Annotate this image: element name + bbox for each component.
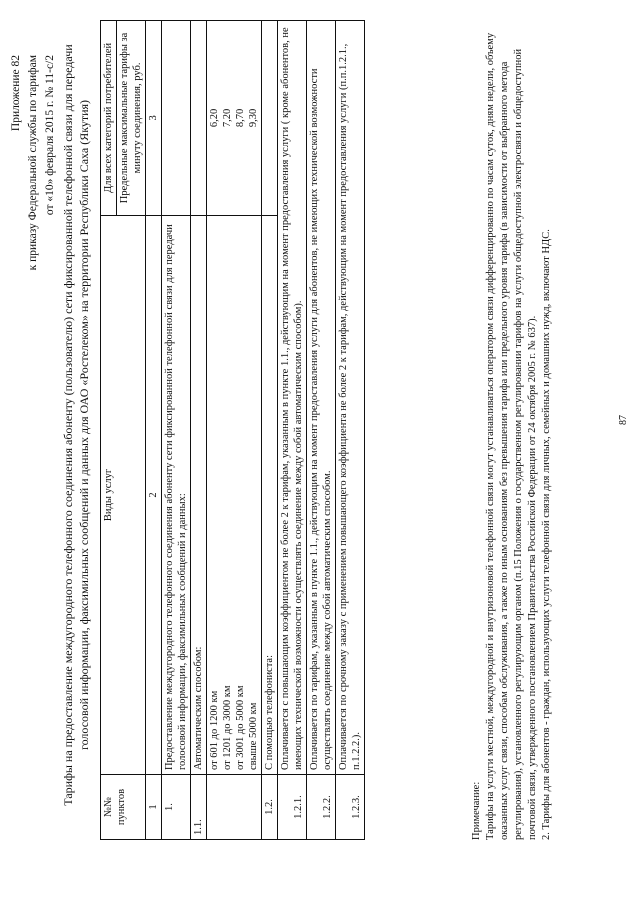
table-row <box>191 21 207 840</box>
row-number: 1.2.2. <box>307 775 336 840</box>
column-number-1: 1 <box>146 775 162 840</box>
tier-label: от 3001 до 5000 км <box>235 685 246 771</box>
tier-price: 8,70 <box>235 108 246 128</box>
tier-label: от 601 до 1200 км <box>209 690 220 771</box>
note-1: Тарифы на услуги местной, междугородной и внутризоновой телефонной связи могут устанавливаться оператором связи дифференцированно по часам суток, дням недели, объему оказанных услуг связи, способам обслуживания, а также по иным основаниям без превышения тарифа или предельного уровня тарифа (в зависимости от выбранного метода регулирования), установленного регулирующим органом (п.15 Положения о государственном регулировании тарифов на услуги общедоступной электросвязи и общедоступной почтовой связи, утвержденного постановлением Правительства Российской Федерации от 24 октября 2005 г. № 637). <box>485 32 538 840</box>
tier-price: 9,30 <box>248 108 259 128</box>
table-header-row <box>101 21 117 840</box>
notes-heading: Примечание: <box>471 781 482 840</box>
appendix-number: Приложение 82 <box>10 55 22 132</box>
column-number-row <box>146 21 162 840</box>
distance-tiers <box>207 215 262 774</box>
row-number: 1. <box>162 775 191 840</box>
row-text: Оплачивается по срочному заказу с применением повышающего коэффициента не более 2 к тарифам, действующим на момент предоставления услуги (п.п.1.2.1., п.1.2.2.). <box>336 21 365 775</box>
table-row <box>262 21 278 840</box>
row-text: Оплачивается с повышающим коэффициентом не более 2 к тарифам, указанным в пункте 1.1., действующим на момент предоставления услуги ( кроме абонентов, не имеющих технической возможности осуществлять соединение между собой автоматическим способом). <box>278 21 307 775</box>
table-row <box>162 21 191 840</box>
tariff-table <box>100 20 365 840</box>
tier-price: 6,20 <box>209 108 220 128</box>
order-date: от «10» февраля 2015 г. № 11-с/2 <box>44 55 56 216</box>
col-header-consumers: Для всех категорий потребителей <box>101 21 117 216</box>
table-row <box>336 21 365 840</box>
column-number-2: 2 <box>146 215 162 774</box>
tier-prices <box>207 21 262 216</box>
row-text: С помощью телефониста: <box>262 215 278 774</box>
col-header-services: Виды услуг <box>101 215 146 774</box>
row-text: Оплачивается по тарифам, указанным в пункте 1.1., действующим на момент предоставления услуги для абонентов, не имеющих технической возможности осуществлять соединение между собой автоматическим способом. <box>307 21 336 775</box>
row-number: 1.1. <box>191 775 207 840</box>
table-row <box>307 21 336 840</box>
column-number-3: 3 <box>146 21 162 216</box>
row-number: 1.2. <box>262 775 278 840</box>
table-row <box>207 21 262 840</box>
notes-section <box>470 20 554 840</box>
tier-label: свыше 5000 км <box>248 702 259 771</box>
page-number: 87 <box>618 415 629 425</box>
col-header-number: №№ пунктов <box>101 775 146 840</box>
col-header-tariff: Предельные максимальные тарифы за минуту соединения, руб. <box>117 21 146 216</box>
row-number: 1.2.1. <box>278 775 307 840</box>
tier-price: 7,20 <box>222 108 233 128</box>
table-row <box>278 21 307 840</box>
row-number: 1.2.3. <box>336 775 365 840</box>
header-block <box>8 55 59 270</box>
row-text: Автоматическим способом: <box>191 215 207 774</box>
document-title: Тарифы на предоставление междугородного телефонного соединения абоненту (пользователю) сети фиксированной телефонной связи для передачи голосовой информации, факсимильных сообщений и данных для ОАО «Ростелеком» на территории Республики Саха (Якутия) <box>61 44 91 806</box>
order-reference: к приказу Федеральной службы по тарифам <box>27 55 39 271</box>
note-2: 2. Тарифы для абонентов - граждан, использующих услуги телефонной связи для личных, семейных и домашних нужд, включают НДС. <box>541 229 552 840</box>
tier-label: от 1201 до 3000 км <box>222 685 233 771</box>
row-text: Предоставление междугородного телефонного соединения абоненту сети фиксированной телефонной связи для передачи голосовой информации, факсимильных сообщений и данных: <box>162 215 191 774</box>
